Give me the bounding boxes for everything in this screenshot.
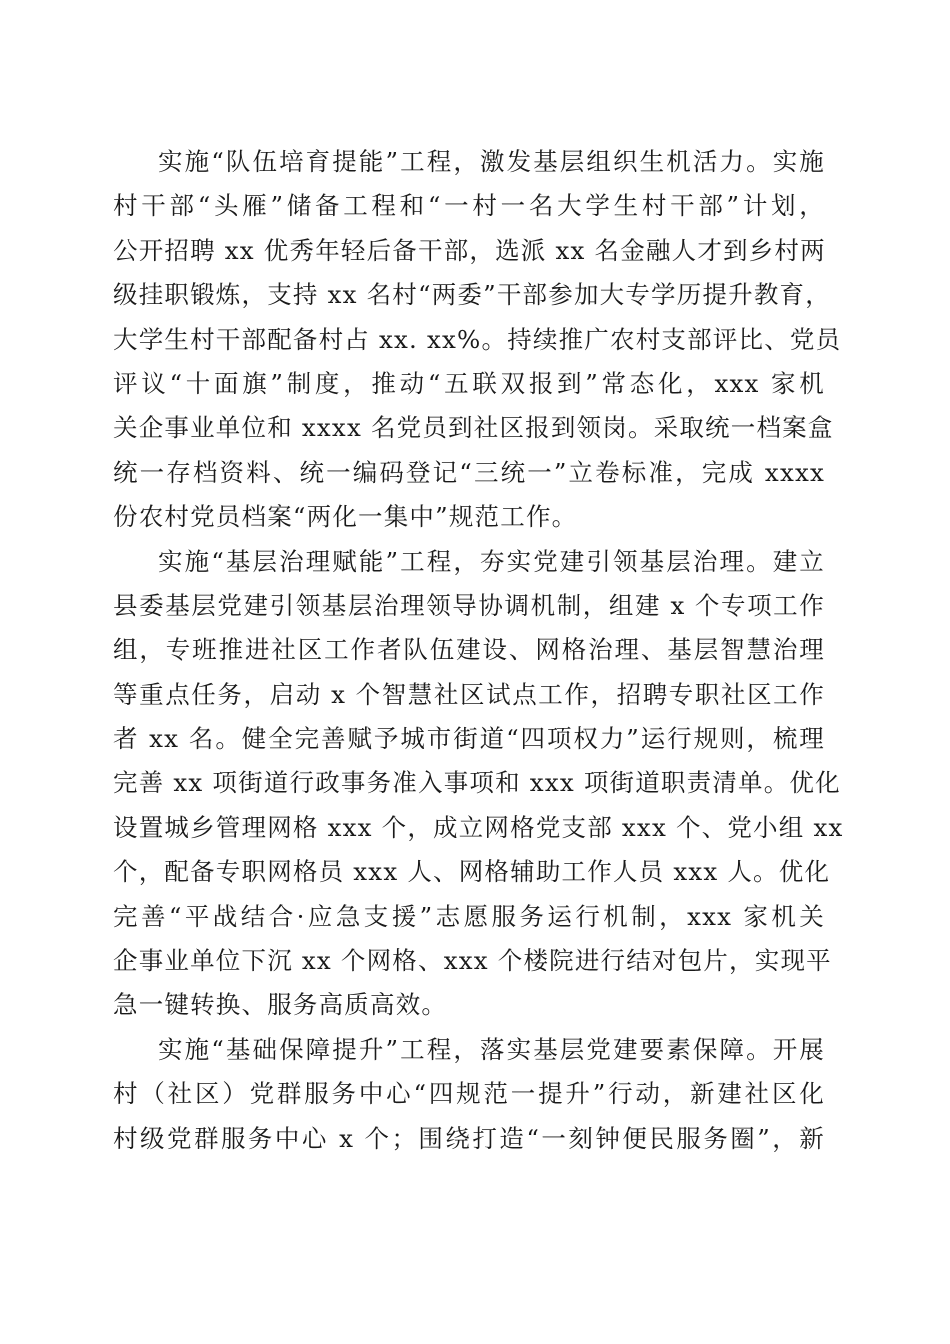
text-line: 统一存档资料、统一编码登记“三统一”立卷标准，完成 xxxx bbox=[113, 457, 825, 487]
text-line: 者 xx 名。健全完善赋予城市街道“四项权力”运行规则，梳理 bbox=[113, 724, 825, 754]
text-line: 实施“队伍培育提能”工程，激发基层组织生机活力。实施 bbox=[158, 147, 825, 176]
text-line: 村级党群服务中心 x 个；围绕打造“一刻钟便民服务圈”，新 bbox=[113, 1123, 825, 1153]
paragraph-team-training bbox=[113, 140, 842, 540]
text-line: 完善 xx 项街道行政事务准入事项和 xxx 项街道职责清单。优化 bbox=[113, 768, 841, 798]
text-line: 村（社区）党群服务中心“四规范一提升”行动，新建社区化 bbox=[113, 1079, 825, 1109]
text-line: 关企事业单位和 xxxx 名党员到社区报到领岗。采取统一档案盒 bbox=[113, 413, 834, 443]
text-line: 个，配备专职网格员 xxx 人、网格辅助工作人员 xxx 人。优化 bbox=[113, 857, 831, 887]
text-line: 组，专班推进社区工作者队伍建设、网格治理、基层智慧治理 bbox=[113, 635, 825, 665]
text-line: 份农村党员档案“两化一集中”规范工作。 bbox=[113, 502, 578, 532]
text-line: 实施“基础保障提升”工程，落实基层党建要素保障。开展 bbox=[158, 1034, 825, 1064]
paragraph-basic-support bbox=[113, 1028, 825, 1161]
text-line: 级挂职锻炼，支持 xx 名村“两委”干部参加大专学历提升教育， bbox=[113, 280, 831, 310]
text-line: 设置城乡管理网格 xxx 个，成立网格党支部 xxx 个、党小组 xx bbox=[113, 812, 844, 842]
text-line: 实施“基层治理赋能”工程，夯实党建引领基层治理。建立 bbox=[158, 546, 825, 576]
text-line: 完善“平战结合·应急支援”志愿服务运行机制，xxx 家机关 bbox=[113, 901, 825, 931]
text-line: 大学生村干部配备村占 xx. xx%。持续推广农村支部评比、党员 bbox=[113, 324, 842, 354]
text-line: 评议“十面旗”制度，推动“五联双报到”常态化，xxx 家机 bbox=[113, 368, 825, 398]
text-line: 企事业单位下沉 xx 个网格、xxx 个楼院进行结对包片，实现平 bbox=[113, 946, 832, 976]
text-line: 等重点任务，启动 x 个智慧社区试点工作，招聘专职社区工作 bbox=[113, 679, 825, 709]
text-line: 急一键转换、服务高质高效。 bbox=[113, 990, 448, 1020]
text-line: 县委基层党建引领基层治理领导协调机制，组建 x 个专项工作 bbox=[113, 590, 825, 620]
paragraph-grassroots-governance bbox=[113, 540, 844, 1028]
document-body bbox=[113, 140, 844, 1161]
text-line: 村干部“头雁”储备工程和“一村一名大学生村干部”计划， bbox=[113, 191, 825, 221]
text-line: 公开招聘 xx 优秀年轻后备干部，选派 xx 名金融人才到乡村两 bbox=[113, 235, 826, 265]
